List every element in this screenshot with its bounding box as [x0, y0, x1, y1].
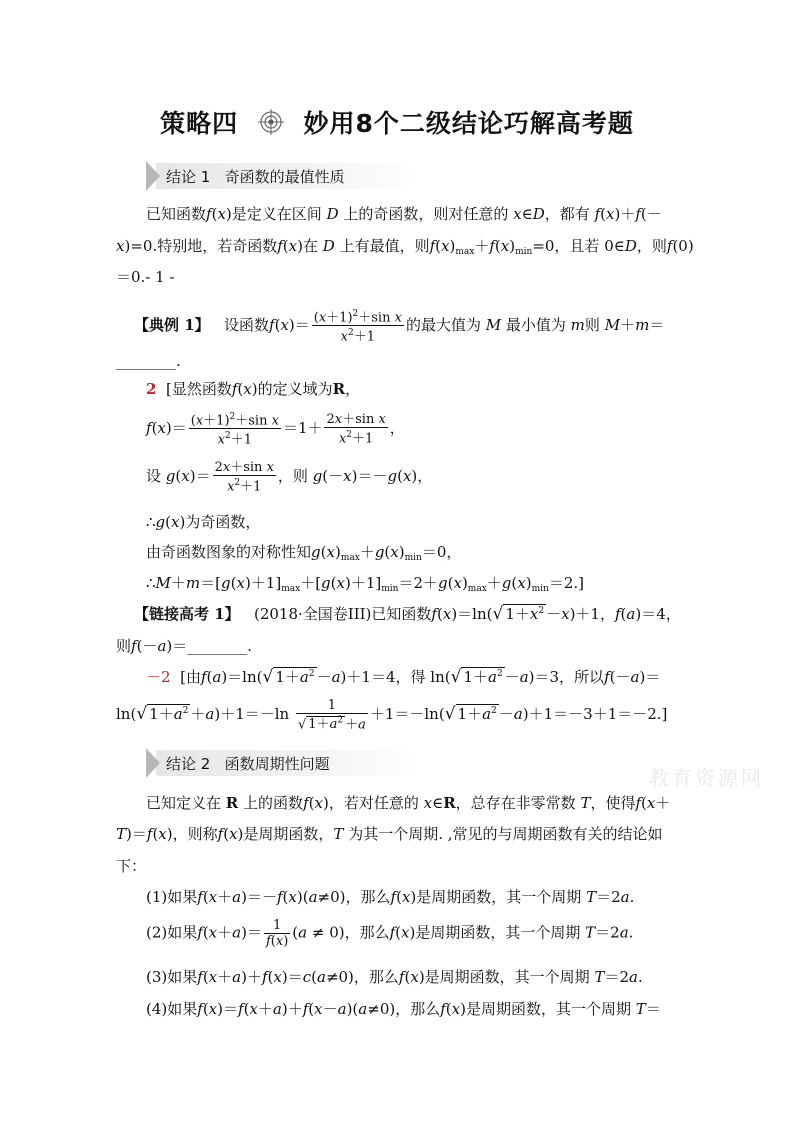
solution-1-line-4: ∴g(x)为奇函数， — [146, 513, 261, 531]
c1-line-1: 已知函数f(x)是定义在区间 D 上的奇函数，则对任意的 x∈D，都有 f(x)＋f(－ — [146, 205, 662, 223]
item-2: (2)如果f(x＋a)＝ $\frac{1}{f(x)}$ (a ≠ 0)，那么f(x)是周期函数，其一个周期 T＝2a. — [146, 918, 634, 949]
answer-1: 2 — [146, 380, 157, 398]
solution-2-line-1: －2 [由f(a)＝ln(√ $1+a^2 -a)+1=4$，得 ln(√ $1+a^2 -a)=3$，所以f(－a)＝ — [146, 667, 661, 687]
solution-2-line-2: ln(√ $1+a^2 +a)+1=-\ln$ $\frac{1}{√ 1+a^2 +a}$ ＋1＝－ln(√ $1+a^2 -a)+1=-3+1=-2$.] — [116, 698, 668, 733]
link-gaokao-question: 则f(－a)＝________. — [116, 637, 253, 655]
title-strategy: 策略四 — [160, 109, 239, 138]
solution-1-line-5: 由奇函数图象的对称性知$g(x)_{max}+g(x)_{min}=0$， — [146, 543, 462, 563]
target-icon — [258, 109, 284, 135]
solution-1-line-6: $\therefore M+m=[g(x)+1]_{max}+[g(x)+1]_{min}=2+g(x)_{max}+g(x)_{min}=2$.] — [146, 574, 584, 594]
link-gaokao-1: 【链接高考 1】 (2018·全国卷III)已知函数f(x)＝ln(√ $1+x^2 -x)+1$，f(a)＝4， — [134, 604, 681, 624]
c2-line-2: T)＝f(x)，则称f(x)是周期函数，T 为其一个周期. ,常见的与周期函数有关的结论如 — [116, 825, 663, 843]
item-1: (1)如果f(x＋a)＝－f(x)(a≠0)，那么f(x)是周期函数，其一个周期 T＝2a. — [146, 888, 635, 906]
item-4: (4)如果f(x)＝f(x＋a)＋f(x－a)(a≠0)，那么f(x)是周期函数，其一个周期 T＝ — [146, 1000, 661, 1018]
c2-line-1: 已知定义在 R 上的函数f(x)，若对任意的 x∈R，总存在非零常数 T，使得f(x＋ — [146, 794, 671, 812]
example-1-blank: ________. — [116, 352, 181, 370]
example-1: 【典例 1】 设函数f(x)＝ $\frac{(x+1)^2+\sin x}{x^2+1}$ 的最大值为 M 最小值为 m则 M＋m＝ — [134, 309, 665, 345]
solution-1-line-1: 2 [显然函数f(x)的定义域为R， — [146, 380, 361, 398]
page-title — [0, 104, 794, 140]
c1-line-2: x)=0.特别地，若奇函数f(x)在 D 上有最值，则$f(x)_{max}+f(x)_{min}=0$，且若 0∈D，则f(0) — [116, 237, 694, 257]
item-3: (3)如果f(x＋a)＋f(x)＝c(a≠0)，那么f(x)是周期函数，其一个周期 T＝2a. — [146, 968, 643, 986]
solution-1-line-3: 设 g(x)＝ $\frac{\text{2x＋sin x}}{x^2+1}$ ，则 g(－x)＝－g(x)， — [146, 460, 433, 495]
conclusion-2-header: 结论 2 函数周期性问题 — [146, 748, 316, 778]
conclusion-1-header: 结论 1 奇函数的最值性质 — [146, 161, 316, 191]
c2-line-3: 下： — [116, 857, 147, 875]
watermark: 教育资源网 — [649, 766, 764, 790]
link-gaokao-label: 【链接高考 1】 — [134, 605, 240, 623]
solution-1-line-2: f(x)＝ $\frac{(x+1)^2+\sin x}{x^2+1}$ ＝1＋ $\frac{\text{2x＋sin x}}{x^2+1}$ ， — [146, 411, 405, 448]
title-topic: 妙用8个二级结论巧解高考题 — [303, 109, 634, 138]
example-1-label: 【典例 1】 — [134, 315, 210, 334]
c1-line-3: ＝0.- 1 - — [116, 268, 175, 286]
answer-2: －2 — [146, 668, 171, 686]
